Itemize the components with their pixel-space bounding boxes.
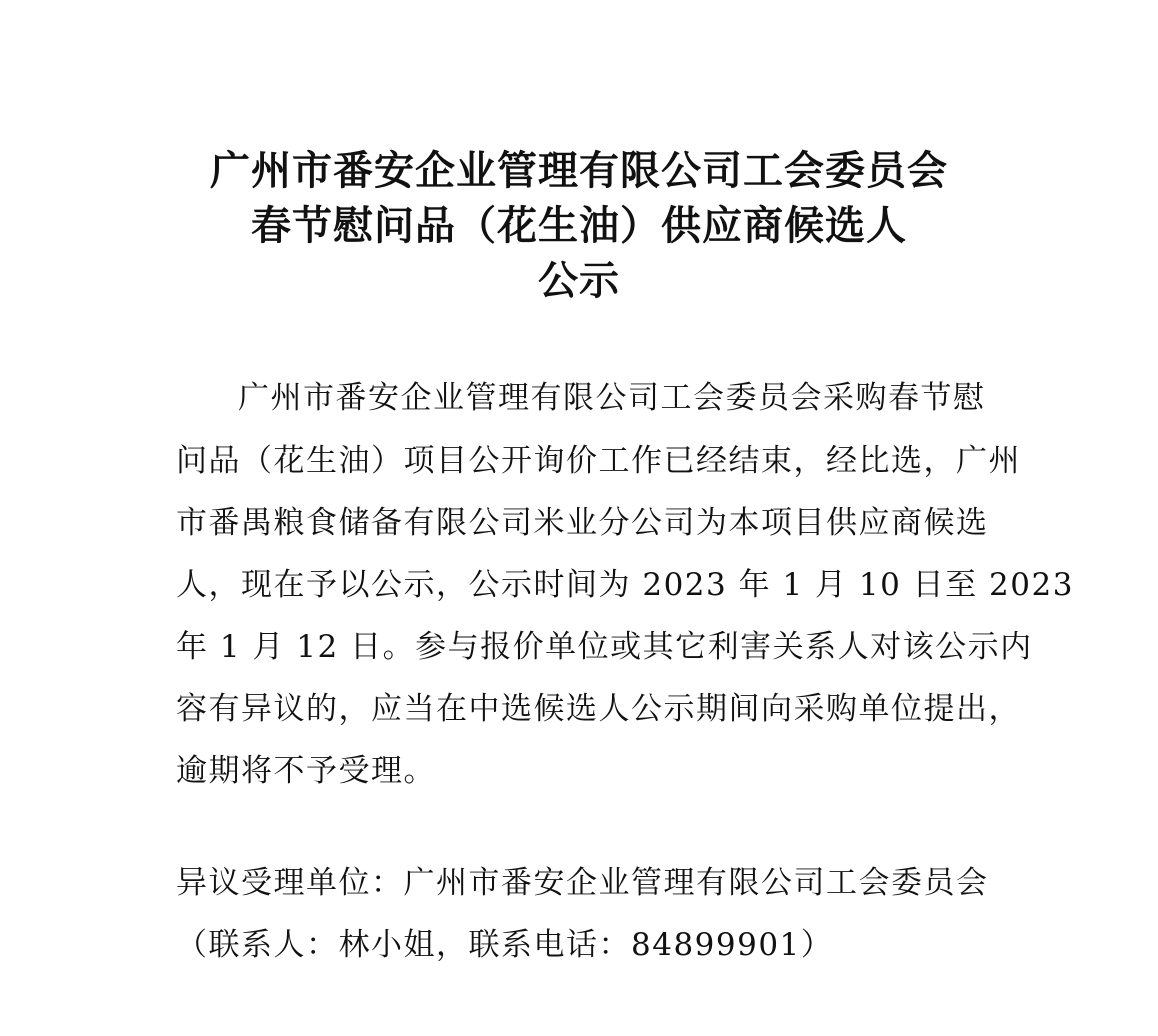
title-line-3: 公示 xyxy=(538,257,620,304)
body-line-1: 广州市番安企业管理有限公司工会委员会采购春节慰 xyxy=(238,380,986,416)
title-line-1: 广州市番安企业管理有限公司工会委员会 xyxy=(210,147,948,194)
contact-info: （联系人：林小姐，联系电话：84899901） xyxy=(176,927,834,963)
title-line-2: 春节慰问品（花生油）供应商候选人 xyxy=(251,202,907,249)
body-line-7: 逾期将不予受理。 xyxy=(176,753,436,789)
body-line-6: 容有异议的，应当在中选候选人公示期间向采购单位提出， xyxy=(176,691,1021,727)
objection-unit: 异议受理单位：广州市番安企业管理有限公司工会委员会 xyxy=(176,865,989,901)
body-line-4: 人，现在予以公示，公示时间为 2023 年 1 月 10 日至 2023 xyxy=(176,567,1074,603)
body-line-2: 问品（花生油）项目公开询价工作已经结束，经比选，广州 xyxy=(176,443,1021,479)
body-line-3: 市番禺粮食储备有限公司米业分公司为本项目供应商候选 xyxy=(176,505,989,541)
body-line-5: 年 1 月 12 日。参与报价单位或其它利害关系人对该公示内 xyxy=(176,629,1033,665)
